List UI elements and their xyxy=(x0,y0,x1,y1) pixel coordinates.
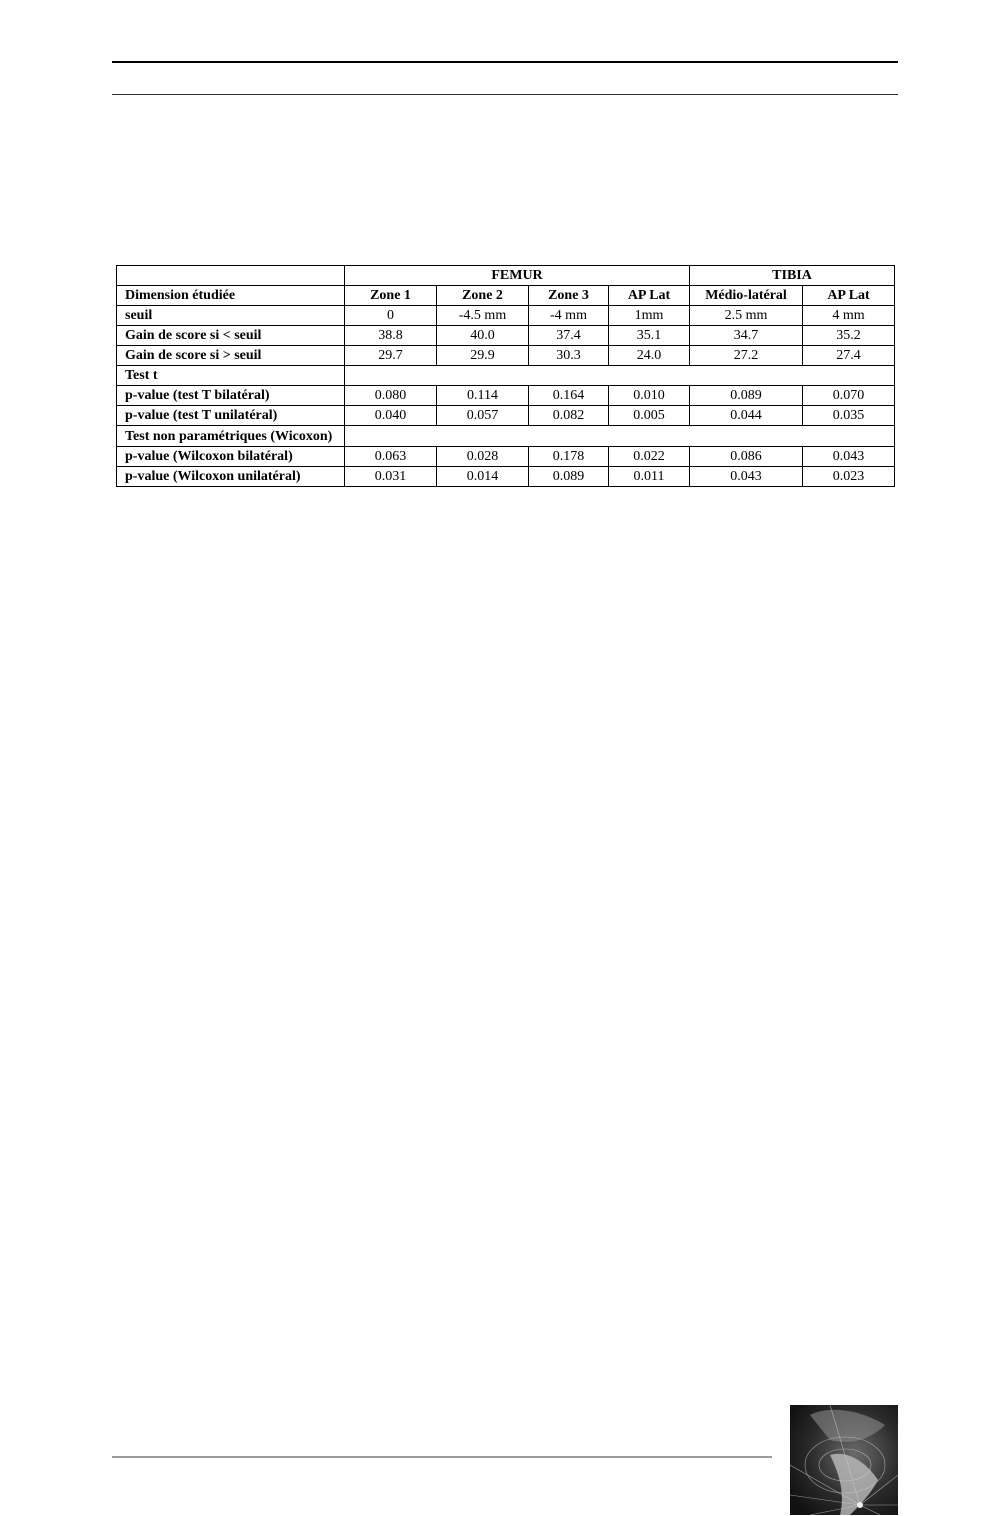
group-header-cell: FEMUR xyxy=(345,266,690,286)
table-cell: 0.040 xyxy=(345,406,437,426)
row-label: seuil xyxy=(117,306,345,326)
logo-graphic xyxy=(790,1405,898,1515)
table-cell: 30.3 xyxy=(529,346,609,366)
table-section-row xyxy=(117,366,895,386)
table-cell: 29.9 xyxy=(437,346,529,366)
table-cell: 0.070 xyxy=(803,386,895,406)
column-header-cell: Médio-latéral xyxy=(690,286,803,306)
column-header-cell: Zone 3 xyxy=(529,286,609,306)
table-group-header-row xyxy=(117,266,895,286)
row-label: p-value (test T unilatéral) xyxy=(117,406,345,426)
table-cell: 0.063 xyxy=(345,447,437,467)
group-header-empty-cell xyxy=(117,266,345,286)
section-empty-cell xyxy=(345,426,895,447)
column-header-cell: AP Lat xyxy=(803,286,895,306)
table-cell: 0.043 xyxy=(803,447,895,467)
table-cell: 34.7 xyxy=(690,326,803,346)
table-cell: 0.082 xyxy=(529,406,609,426)
column-header-cell: AP Lat xyxy=(609,286,690,306)
table-cell: 0.086 xyxy=(690,447,803,467)
table-cell: 0.089 xyxy=(529,467,609,487)
table-cell: 0.035 xyxy=(803,406,895,426)
row-label: Test non paramétriques (Wicoxon) xyxy=(117,426,345,447)
table-cell: 0.022 xyxy=(609,447,690,467)
table-cell: 4 mm xyxy=(803,306,895,326)
table-cell: 27.4 xyxy=(803,346,895,366)
header-rule-second xyxy=(112,94,898,95)
row-label: p-value (Wilcoxon unilatéral) xyxy=(117,467,345,487)
results-table-body xyxy=(117,266,895,487)
table-cell: 38.8 xyxy=(345,326,437,346)
row-label: p-value (test T bilatéral) xyxy=(117,386,345,406)
table-cell: 0.080 xyxy=(345,386,437,406)
table-cell: 0.031 xyxy=(345,467,437,487)
table-cell: 0.164 xyxy=(529,386,609,406)
table-row xyxy=(117,306,895,326)
results-table-container xyxy=(116,265,894,487)
table-row xyxy=(117,406,895,426)
table-cell: 0.044 xyxy=(690,406,803,426)
table-section-row xyxy=(117,426,895,447)
table-cell: 0.014 xyxy=(437,467,529,487)
table-row xyxy=(117,467,895,487)
table-cell: -4 mm xyxy=(529,306,609,326)
table-cell: 0.023 xyxy=(803,467,895,487)
table-cell: 29.7 xyxy=(345,346,437,366)
table-cell: 0.005 xyxy=(609,406,690,426)
row-label: Gain de score si < seuil xyxy=(117,326,345,346)
table-cell: 0 xyxy=(345,306,437,326)
table-cell: 1mm xyxy=(609,306,690,326)
row-header-label: Dimension étudiée xyxy=(117,286,345,306)
table-cell: -4.5 mm xyxy=(437,306,529,326)
results-table xyxy=(116,265,895,487)
table-cell: 0.178 xyxy=(529,447,609,467)
table-row xyxy=(117,386,895,406)
row-label: Gain de score si > seuil xyxy=(117,346,345,366)
table-cell: 0.057 xyxy=(437,406,529,426)
table-cell: 35.1 xyxy=(609,326,690,346)
table-row xyxy=(117,326,895,346)
table-cell: 2.5 mm xyxy=(690,306,803,326)
table-cell: 0.114 xyxy=(437,386,529,406)
table-row xyxy=(117,346,895,366)
table-cell: 0.043 xyxy=(690,467,803,487)
publisher-logo xyxy=(790,1405,898,1515)
table-cell: 0.010 xyxy=(609,386,690,406)
table-cell: 0.089 xyxy=(690,386,803,406)
table-cell: 27.2 xyxy=(690,346,803,366)
section-empty-cell xyxy=(345,366,895,386)
column-header-cell: Zone 1 xyxy=(345,286,437,306)
header-rule-top xyxy=(112,61,898,63)
table-cell: 24.0 xyxy=(609,346,690,366)
table-cell: 35.2 xyxy=(803,326,895,346)
group-header-cell: TIBIA xyxy=(690,266,895,286)
table-cell: 0.011 xyxy=(609,467,690,487)
row-label: p-value (Wilcoxon bilatéral) xyxy=(117,447,345,467)
table-row xyxy=(117,447,895,467)
table-column-header-row xyxy=(117,286,895,306)
table-cell: 37.4 xyxy=(529,326,609,346)
table-cell: 40.0 xyxy=(437,326,529,346)
footer-rule xyxy=(112,1456,772,1458)
row-label: Test t xyxy=(117,366,345,386)
column-header-cell: Zone 2 xyxy=(437,286,529,306)
table-cell: 0.028 xyxy=(437,447,529,467)
